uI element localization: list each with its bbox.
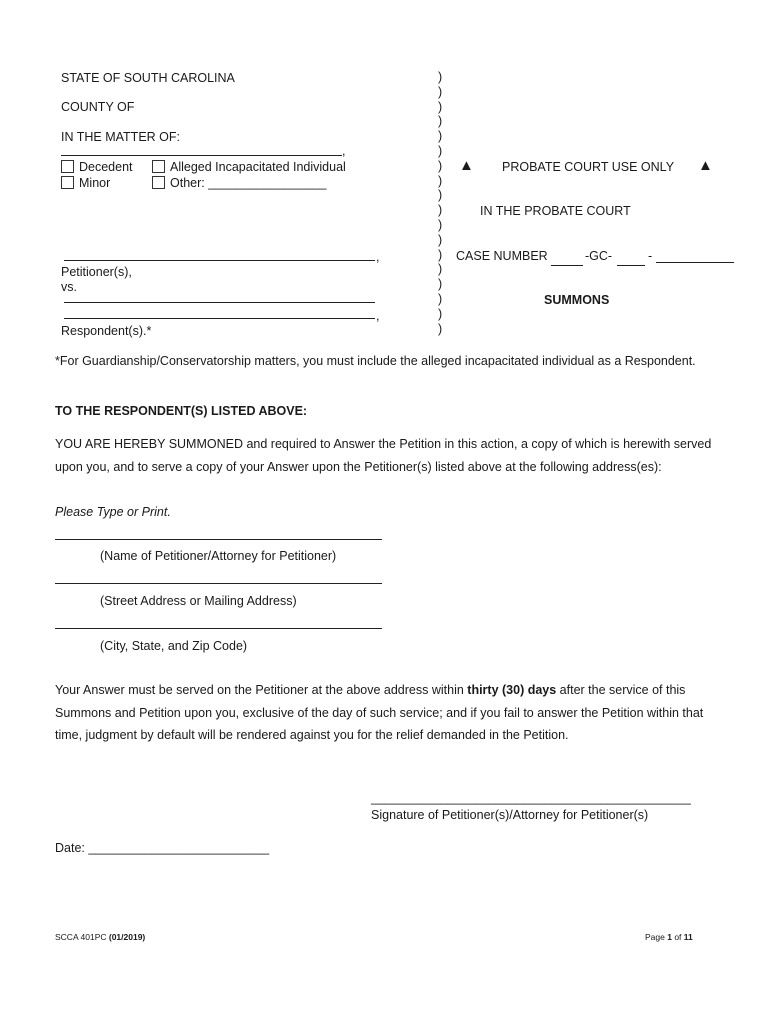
petitioner-name-caption: (Name of Petitioner/Attorney for Petitioner): [100, 549, 337, 563]
other-option[interactable]: [152, 176, 326, 190]
petitioner-name-field[interactable]: [55, 539, 382, 540]
decedent-option[interactable]: [61, 160, 133, 174]
decedent-label: Decedent: [79, 160, 133, 174]
form-number: SCCA 401PC (01/2019): [55, 932, 146, 942]
matter-name-line[interactable]: [61, 155, 342, 156]
signature-line[interactable]: ______________________________________________: [371, 791, 691, 805]
petitioner-label: Petitioner(s),: [61, 265, 132, 279]
answer-paragraph: Your Answer must be served on the Petitioner at the above address within thirty (30) days after the service of this Summons and Petition upon you, exclusive of the day of such service; and if you fail to answer the Petition within that time, judgment by default will be rendered against you for the relief demanded in the Petition.: [55, 683, 704, 742]
case-number-field-3[interactable]: [656, 262, 734, 263]
minor-checkbox[interactable]: [61, 176, 74, 189]
street-address-field[interactable]: [55, 583, 382, 584]
case-number-field-2[interactable]: [617, 265, 645, 266]
page-number: Page 1 of 11: [645, 932, 693, 942]
respondent-comma: ,: [376, 309, 380, 323]
alleged-checkbox[interactable]: [152, 160, 165, 173]
case-number-label: CASE NUMBER: [456, 249, 548, 263]
summon-paragraph: YOU ARE HEREBY SUMMONED and required to Answer the Petition in this action, a copy of which is herewith served upon you, and to serve a copy of your Answer upon the Petitioner(s) listed above at the following address(es):: [55, 437, 712, 474]
other-label: Other: _________________: [170, 176, 327, 190]
street-address-caption: (Street Address or Mailing Address): [100, 594, 297, 608]
county-label: COUNTY OF: [61, 100, 135, 114]
city-state-zip-field[interactable]: [55, 628, 382, 629]
respondent-name-line-1[interactable]: [64, 302, 375, 303]
vs-label: vs.: [61, 280, 77, 294]
petitioner-name-line[interactable]: [64, 260, 375, 261]
please-type-label: Please Type or Print.: [55, 505, 171, 519]
date-field[interactable]: Date: __________________________: [55, 841, 270, 855]
signature-label: Signature of Petitioner(s)/Attorney for Petitioner(s): [371, 808, 649, 822]
alleged-option[interactable]: [152, 160, 346, 174]
summons-title: SUMMONS: [544, 293, 610, 307]
triangle-left-icon: ▲: [459, 157, 474, 174]
case-dash-label: -: [648, 249, 653, 263]
to-respondents-heading: TO THE RESPONDENT(S) LISTED ABOVE:: [55, 404, 308, 418]
caption-divider: ) ) ) ) ) ) ) ) ) ) ) ) ) ) ) ) ) ): [438, 70, 443, 336]
minor-option[interactable]: [61, 176, 110, 190]
matter-label: IN THE MATTER OF:: [61, 130, 180, 144]
in-court-label: IN THE PROBATE COURT: [480, 204, 631, 218]
alleged-label: Alleged Incapacitated Individual: [170, 160, 346, 174]
matter-comma: ,: [342, 144, 346, 158]
probate-use-label: PROBATE COURT USE ONLY: [502, 160, 675, 174]
guardianship-note: *For Guardianship/Conservatorship matters, you must include the alleged incapacitated individual as a Respondent.: [55, 354, 696, 368]
city-state-zip-caption: (City, State, and Zip Code): [100, 639, 248, 653]
petitioner-comma: ,: [376, 250, 380, 264]
case-gc-label: -GC-: [585, 249, 613, 263]
other-checkbox[interactable]: [152, 176, 165, 189]
decedent-checkbox[interactable]: [61, 160, 74, 173]
state-label: STATE OF SOUTH CAROLINA: [61, 71, 235, 85]
minor-label: Minor: [79, 176, 111, 190]
respondent-name-line-2[interactable]: [64, 318, 375, 319]
case-number-field-1[interactable]: [551, 265, 583, 266]
triangle-right-icon: ▲: [698, 157, 713, 174]
thirty-days-emphasis: thirty (30) days: [467, 683, 557, 697]
respondent-label: Respondent(s).*: [61, 324, 152, 338]
